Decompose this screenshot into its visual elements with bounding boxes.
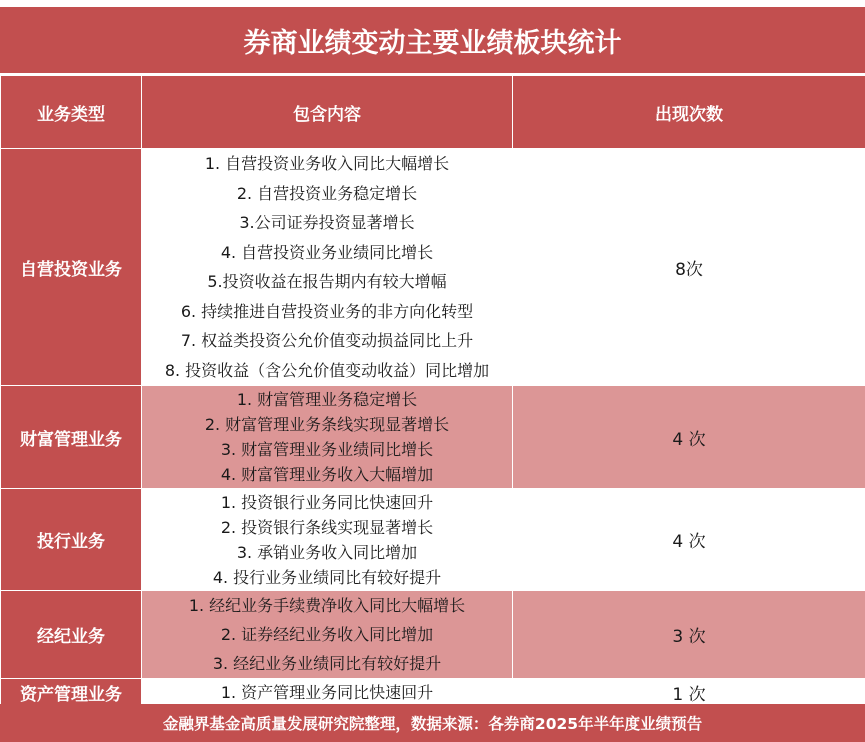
header-row xyxy=(1,76,865,149)
content-cell xyxy=(142,591,513,679)
list-item: 1. 投资银行业务同比快速回升 xyxy=(220,492,434,512)
stats-table xyxy=(0,75,865,706)
list-item: 3.公司证券投资显著增长 xyxy=(239,213,415,232)
header-business-type: 业务类型 xyxy=(1,76,142,149)
list-item: 4. 投行业务业绩同比有较好提升 xyxy=(212,567,442,587)
content-cell xyxy=(142,149,513,386)
table-title: 券商业绩变动主要业绩板块统计 xyxy=(0,7,865,75)
header-content: 包含内容 xyxy=(142,76,513,149)
count-cell: 8次 xyxy=(513,149,865,386)
list-item: 5.投资收益在报告期内有较大增幅 xyxy=(207,272,447,291)
content-cell xyxy=(142,386,513,489)
list-item: 3. 承销业务收入同比增加 xyxy=(236,542,418,562)
table-row xyxy=(1,149,865,386)
table-row xyxy=(1,591,865,679)
list-item: 4. 自营投资业务业绩同比增长 xyxy=(220,242,434,262)
list-item: 1. 自营投资业务收入同比大幅增长 xyxy=(204,154,450,173)
content-cell xyxy=(142,489,513,591)
list-item: 4. 财富管理业务收入大幅增加 xyxy=(220,465,434,484)
list-item: 3. 经纪业务业绩同比有较好提升 xyxy=(212,654,442,673)
content-cell xyxy=(142,679,513,706)
top-strip xyxy=(0,0,865,7)
table-row xyxy=(1,386,865,489)
header-count: 出现次数 xyxy=(513,76,865,149)
list-item: 8. 投资收益（含公允价值变动收益）同比增加 xyxy=(164,360,490,380)
table-row xyxy=(1,489,865,591)
list-item: 1. 经纪业务手续费净收入同比大幅增长 xyxy=(188,596,466,615)
list-item: 2. 财富管理业务条线实现显著增长 xyxy=(204,415,450,434)
list-item: 6. 持续推进自营投资业务的非方向化转型 xyxy=(180,301,474,321)
category-cell: 投行业务 xyxy=(1,489,142,591)
list-item: 1. 资产管理业务同比快速回升 xyxy=(220,682,434,702)
list-item: 2. 自营投资业务稳定增长 xyxy=(236,183,418,203)
category-cell: 财富管理业务 xyxy=(1,386,142,489)
list-item: 2. 证券经纪业务收入同比增加 xyxy=(220,625,434,644)
category-cell: 资产管理业务 xyxy=(1,679,142,706)
category-cell: 自营投资业务 xyxy=(1,149,142,386)
source-footer: 金融界基金高质量发展研究院整理，数据来源：各券商2025年半年度业绩预告 xyxy=(0,704,865,742)
list-item: 7. 权益类投资公允价值变动损益同比上升 xyxy=(180,331,474,350)
count-cell: 3 次 xyxy=(513,591,865,679)
list-item: 3. 财富管理业务业绩同比增长 xyxy=(220,440,434,459)
count-cell: 4 次 xyxy=(513,489,865,591)
list-item: 2. 投资银行条线实现显著增长 xyxy=(220,517,434,537)
list-item: 1. 财富管理业务稳定增长 xyxy=(236,390,418,409)
category-cell: 经纪业务 xyxy=(1,591,142,679)
count-cell: 4 次 xyxy=(513,386,865,489)
count-cell: 1 次 xyxy=(513,679,865,706)
table-row xyxy=(1,679,865,706)
